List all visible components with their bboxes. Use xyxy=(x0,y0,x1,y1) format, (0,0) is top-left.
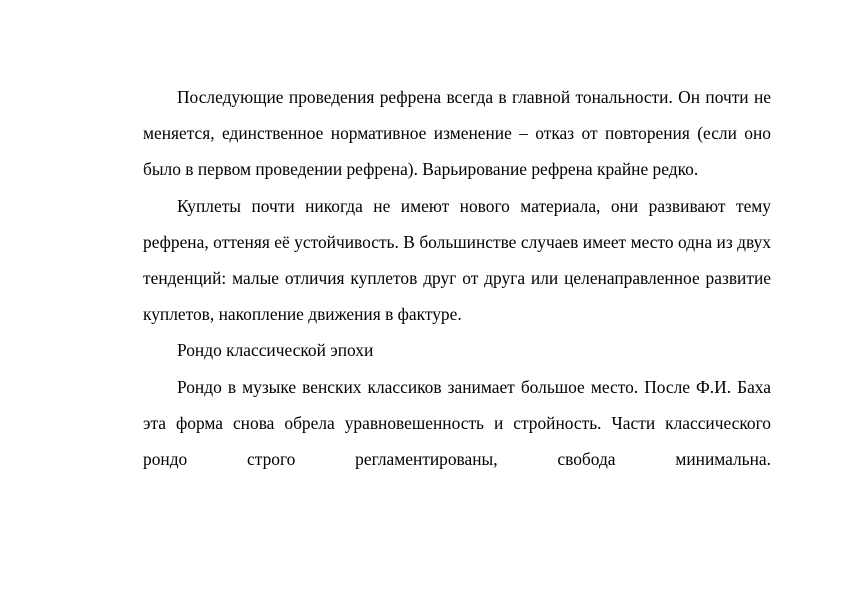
section-heading: Рондо классической эпохи xyxy=(177,340,374,361)
document-body xyxy=(143,79,771,477)
paragraph-couplets: Куплеты почти никогда не имеют нового материала, они развивают тему рефрена, оттеняя её устойчивость. В большинстве случаев имеет место одна из двух тенденций: малые отличия куплетов друг от друга или целенаправленное развитие куплетов, накопление движения в фактуре. xyxy=(143,195,771,325)
paragraph-classical-rondo: Рондо в музыке венских классиков занимает большое место. После Ф.И. Баха эта форма снова обрела уравновешенность и стройность. Части классического рондо строго регламентированы, свобода минимальна. xyxy=(143,376,771,470)
paragraph-refrain-repetitions: Последующие проведения рефрена всегда в главной тональности. Он почти не меняется, единственное нормативное изменение – отказ от повторения (если оно было в первом проведении рефрена). Варьирование рефрена крайне редко. xyxy=(143,87,771,180)
